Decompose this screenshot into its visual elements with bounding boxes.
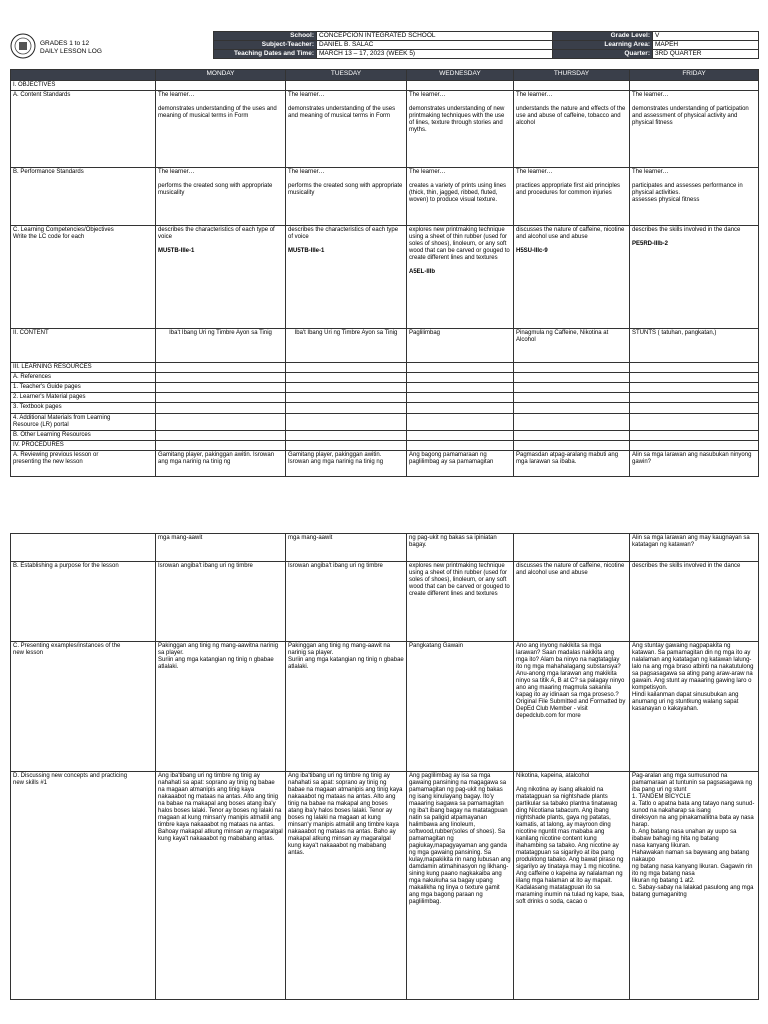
discussing-mon: Ang iba'tibang uri ng timbre ng tinig ay nahahati sa apat: soprano ay tinig ng babae na magaan atmanipis ang tinig kaya nakaaabot ng mataas na antas. Alto ang tinig na babae na makapal ang boses atang iba'y halos boses lalaki. Tenor ay boses ng lalaki na magaan at kung minsan'y manipis atmatiil ang timbre kaya nakaaabot ng mataas na antas. Bahoay makapal atkung minsan ay magaralgal kung kaya't nakaaabot ng mababang antas. [156,772,286,1000]
content-std-fri: The learner… demonstrates understanding of participation and assessment of physical activity and physical fitness [630,91,759,168]
discussing-fri: Pag-aralan ang mga sumusunod na pamamaraan at tuntunin sa pagsasagawa ng iba pang uri ng stunt 1. TANDEM BICYCLE a. Tatlo o apatna bata ang tatayo nang sunud-sunod na nakaharap sa isang direksyon na ang pinakamaliitna bata ay nasa harap. b. Ang batang nasa unahan ay uupo sa ibabaw bahagi ng hita ng batang nasa kanyang likuran. Hahawakan naman sa baywang ang batang nakaupo ng batang nasa kanyang likuran. Gagawin rin ito ng mga batang nasa likuran ng batang 1 at2. c. Sabay-sabay na lalakad pasulong ang mga batang gumaganitng [630,772,759,1000]
content-standards-label: A. Content Standards [11,91,156,168]
discussing-tue: Ang iba'tibang uri ng timbre ng tinig ay nahahati sa apat: soprano ay tinig ng babae na magaan atmanipis ang tinig kaya nakaaabot ng mataas na antas. Alto ang tinig na babae na makapal ang boses atang iba'y halos boses lalaki. Tenor ay boses ng lalaki na magaan at kung minsan'y manipis atmatiil ang timbre kaya nakaaabot ng mataas na antas. Baho ay makapal atkung minsan ay magaralgal kung kaya't nakaaabot ng mababang antas. [286,772,407,1000]
day-thursday: THURSDAY [514,70,630,81]
presenting-fri: Ang stuntay gawaing nagpapakita ng katawan. Sa pamamagitan din ng mga ito ay nalalaman ang katatagan ng katawan lalung-lalo na ang mga braso atbinti na nakatutulong sa pagsasagawa sa ating pang araw-araw na gawain. Ang stunt ay maaaring gawing laro o kompetisyon. Hindi kailanman dapat sinusubukan ang anumang uri ng stuntkung walang sapat kasanayan o kakayahan. [630,642,759,772]
review-tue: Gamitang player, pakinggan awitin. Isrowan ang mga narinig na tinig ng [286,451,407,477]
textbook-pages-label: 3. Textbook pages [11,403,156,414]
lc-code: H5SU-IIIc-9 [516,248,548,254]
presenting-wed: Pangkatang Gawain [407,642,514,772]
learning-area-label: Learning Area: [553,41,653,50]
cont-tue: mga mang-aawit [286,534,407,562]
competency-text: discusses the nature of caffeine, nicotine and alcohol use and abuse [516,227,625,240]
grades-label: GRADES 1 to 12 [40,40,90,47]
review-wed: Ang bagong pamamaraan ng paglilimbag ay sa pamamagitan [407,451,514,477]
resources-heading: III. LEARNING RESOURCES [11,363,156,373]
content-std-mon: The learner… demonstrates understanding of the uses and meaning of musical terms in Form [156,91,286,168]
discussing-label: D. Discussing new concepts and practicing new skills #1 [11,772,156,1000]
perf-std-fri: The learner… participates and assesses performance in physical activities. assesses physical fitness [630,168,759,226]
lc-code: PE5RD-IIIb-2 [632,241,669,247]
competency-tue [286,226,407,329]
school-label: School: [214,32,317,41]
cont-mon: mga mang-aawit [156,534,286,562]
quarter-value: 3RD QUARTER [653,50,759,59]
presenting-mon: Pakinggan ang tinig ng mang-aawitna narinig sa player. Suriin ang mga katangian ng tinig n gbabae atlalaki. [156,642,286,772]
objectives-heading: I. OBJECTIVES [11,81,156,91]
purpose-tue: Isrowan angiba't ibang uri ng timbre [286,562,407,642]
dates-value: MARCH 13 – 17, 2023 (WEEK 5) [317,50,553,59]
competency-text: explores new printmaking technique using a sheet of thin rubber (used for soles of shoes), linoleum, or any soft wood that can be carved or gouged to create different lines and textures [409,227,510,261]
review-fri: Alin sa mga larawan ang nasubukan ninyong gawin? [630,451,759,477]
tg-pages-label: 1. Teacher's Guide pages [11,383,156,393]
header-info [213,31,758,59]
perf-std-wed: The learner… creates a variety of prints using lines (thick, thin, jagged, ribbed, fluted, woven) to produce visual texture. [407,168,514,226]
presenting-thu: Ano ang inyong nakikita sa mga larawan? Saan madalas nakikita ang mga ito? Alam ba ninyo na nagtataglay ito ng mga mahahalagang substansya? Anu-anong mga larawan ang makikita ninyo sa titik A, B at C? sa palagay ninyo ano ang maaring magmula sakanila kapag ito ay idinaan sa mga proseso.? Original File Submitted and Formatted by DepEd Club Member - visit depedclub.com for more [514,642,630,772]
quarter-label: Quarter: [553,50,653,59]
lc-code: MU5TB-IIIe-1 [158,248,195,254]
content-std-wed: The learner… demonstrates understanding of new printmaking techniques with the use of lines, texture through stories and myths. [407,91,514,168]
grade-level-value: V [653,32,759,41]
teacher-value: DANIEL B. SALAC [317,41,553,50]
perf-std-tue: The learner… performs the created song with appropriate musicality [286,168,407,226]
school-value: CONCEPCION INTEGRATED SCHOOL [317,32,553,41]
discussing-thu: Nikotina, kapeina, atalcohol Ang nikotina ay isang alkaloid na matatagpuan sa nightshade plants partikular sa tabako plantna tinatawag ding Nicotiana tabacum. Ang ibang nightshade plants, gaya ng patatas, kamatis, at talong, ay mayroon ding nicotine nguntit mas mababa ang kanilang nicotine content kung ihahambing sa tabako. Ang nicotine ay matatagpuan sa sigarilyo at iba pang produktong tabako. Ang bawat piraso ng sigarilyo ay tinataya may 1 mg nicotine. Ang caffeine o kapeina ay nalalaman ng iilang mga halaman at ito ay mapait. Kadalasang matatagpuan ito sa maraming inumin na tulad ng kape, tsaa, soft drinks o soda, cacao o [514,772,630,1000]
day-monday: MONDAY [156,70,286,81]
grade-level-label: Grade Level: [553,32,653,41]
content-std-tue: The learner… demonstrates understanding of the uses and meaning of musical terms in Form [286,91,407,168]
day-wednesday: WEDNESDAY [407,70,514,81]
competency-mon [156,226,286,329]
review-label: A. Reviewing previous lesson or presenting the new lesson [11,451,156,477]
competencies-label: C. Learning Competencies/Objectives Write the LC code for each [11,226,156,329]
content-tue: Iba't Ibang Uri ng Timbre Ayon sa Tinig [286,329,407,363]
lesson-table-page1 [10,69,758,477]
content-wed: Paglilimbag [407,329,514,363]
competency-text: describes the characteristics of each type of voice [158,227,275,240]
daily-lesson-log-label: DAILY LESSON LOG [40,48,102,55]
deped-logo [10,33,36,59]
perf-std-thu: The learner… practices appropriate first aid principles and procedures for common injuries [514,168,630,226]
purpose-thu: discusses the nature of caffeine, nicotine and alcohol use and abuse [514,562,630,642]
competency-wed [407,226,514,329]
content-fri: STUNTS ( tatuhan, pangkatan,) [630,329,759,363]
purpose-label: B. Establishing a purpose for the lesson [11,562,156,642]
performance-standards-label: B. Performance Standards [11,168,156,226]
review-thu: Pagmasdan atpag-aralang mabuti ang mga larawan sa ibaba. [514,451,630,477]
day-tuesday: TUESDAY [286,70,407,81]
cont-fri: Alin sa mga larawan ang may kaugnayan sa katatagan ng katawan? [630,534,759,562]
review-mon: Gamitang player, pakinggan awitin. Isrowan ang mga narinig na tinig ng [156,451,286,477]
learning-area-value: MAPEH [653,41,759,50]
other-resources-label: B. Other Learning Resources [11,431,156,441]
teacher-label: Subject-Teacher: [214,41,317,50]
lm-pages-label: 2. Learner's Material pages [11,393,156,403]
purpose-fri: describes the skills involved in the dance [630,562,759,642]
purpose-mon: Isrowan angiba't ibang uri ng timbre [156,562,286,642]
purpose-wed: explores new printmaking technique using a sheet of thin rubber (used for soles of shoes), linoleum, or any soft wood that can be carved or gouged to create different lines and textures [407,562,514,642]
content-thu: Pinagmula ng Caffeine, Nikotina at Alcohol [514,329,630,363]
presenting-tue: Pakinggan ang tinig ng mang-aawit na narinig sa player. Suriin ang mga katangian ng tinig n gbabae atlalaki. [286,642,407,772]
dates-label: Teaching Dates and Time: [214,50,317,59]
lc-code: A5EL-IIIb [409,269,436,275]
procedures-heading: IV. PROCEDURES [11,441,156,451]
continuation-label-cell [11,534,156,562]
lc-code: MU5TB-IIIe-1 [288,248,325,254]
cont-thu [514,534,630,562]
presenting-label: C. Presenting examples/instances of the new lesson [11,642,156,772]
content-heading: II. CONTENT [11,329,156,363]
day-friday: FRIDAY [630,70,759,81]
corner-cell [11,70,156,81]
lesson-table-page2 [10,533,758,1000]
discussing-wed: Ang paglilimbag ay isa sa mga gawaing pansining na magagawa sa pamamagitan ng pag-ukit ng bakas ng isang kinulayang bagay. Ito'y maaaring isagawa sa pamamagitan ng iba't ibang bagay na matatagpuan natin sa paligid atpamayanan halimbawa ang linoleum, softwood,rubber(soles of shoes). Sa pamamagitan ng pagiukay,mapagyayaman ang ganda ng mga gawaing pansining. Sa kulay,mapakikita rin nang lubusan ang damdamin atimahinasyon ng likhang-sining kung paano nagkakaiba ang mga nakukuha sa bagay upang makalikha ng linya o texture gamit ang mga bagong paraan ng paglilimbag. [407,772,514,1000]
perf-std-mon: The learner… performs the created song with appropriate musicality [156,168,286,226]
competency-text: describes the characteristics of each type of voice [288,227,399,240]
competency-thu [514,226,630,329]
lr-portal-label: 4. Additional Materials from Learning Resource (LR) portal [11,414,156,431]
content-mon: Iba't Ibang Uri ng Timbre Ayon sa Tinig [156,329,286,363]
cont-wed: ng pag-ukit ng bakas sa ipiniatan bagay. [407,534,514,562]
competency-text: describes the skills involved in the dance [632,227,741,233]
competency-fri [630,226,759,329]
log-titles [40,40,102,56]
content-std-thu: The learner… understands the nature and effects of the use and abuse of caffeine, tobacco and alcohol [514,91,630,168]
references-label: A. References [11,373,156,383]
